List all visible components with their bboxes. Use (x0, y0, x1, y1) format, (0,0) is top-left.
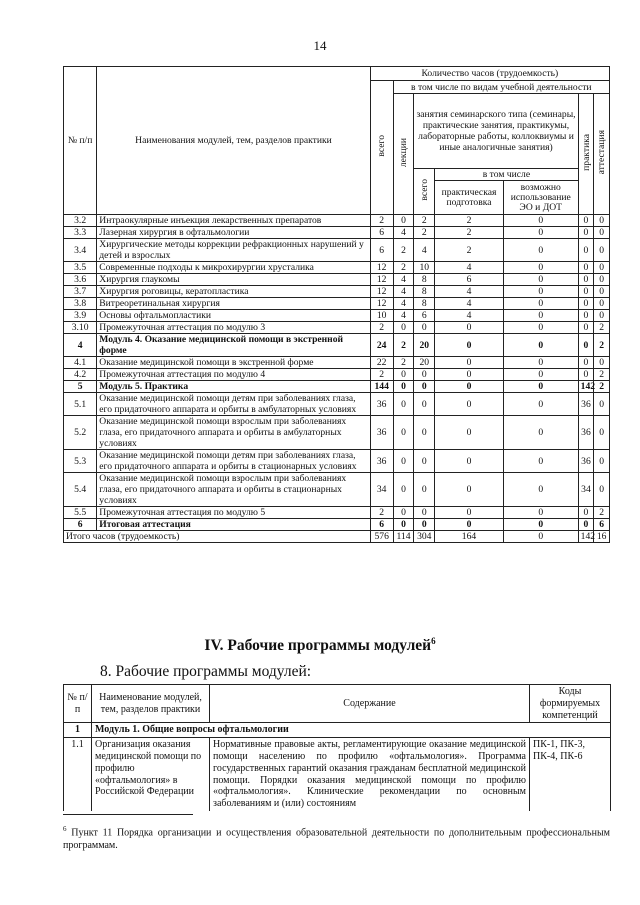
table-row (64, 215, 610, 227)
row-pr: 0 (578, 286, 594, 298)
mod-header-codes: Коды формируемых компетенций (530, 685, 611, 723)
row-att: 0 (594, 262, 610, 274)
row-att: 0 (594, 310, 610, 322)
header-practical-prep: практическая подготовка (435, 181, 504, 215)
row-prep: 2 (435, 227, 504, 239)
mod-header-content: Содержание (210, 685, 530, 723)
row-lec: 0 (393, 473, 414, 507)
row-att: 2 (594, 322, 610, 334)
row-num: 3.10 (64, 322, 97, 334)
row-pr: 0 (578, 369, 594, 381)
row-num: 5.4 (64, 473, 97, 507)
table-row (64, 357, 610, 369)
row-lec: 4 (393, 310, 414, 322)
row-name: Оказание медицинской помощи взрослым при заболеваниях глаза, его придаточного аппарата и орбиты в стационарных условиях (97, 473, 370, 507)
row-eo: 0 (503, 227, 578, 239)
row-pr: 0 (578, 227, 594, 239)
row-lec: 0 (393, 450, 414, 473)
row-sem: 4 (414, 239, 435, 262)
row-eo: 0 (503, 322, 578, 334)
row-num: 3.9 (64, 310, 97, 322)
row-lec: 4 (393, 298, 414, 310)
total-row (64, 531, 610, 543)
row-name: Промежуточная аттестация по модулю 3 (97, 322, 370, 334)
row-pr: 0 (578, 519, 594, 531)
row-num: 4.2 (64, 369, 97, 381)
row-pr: 0 (578, 298, 594, 310)
header-name: Наименования модулей, тем, разделов практики (97, 67, 370, 215)
total-pr: 142 (578, 531, 594, 543)
row-lec: 2 (393, 357, 414, 369)
row-num: 4.1 (64, 357, 97, 369)
footnote-ref: 6 (431, 636, 436, 646)
mod-header-name: Наименование модулей, тем, разделов практики (92, 685, 210, 723)
footnote (63, 823, 610, 852)
row-pr: 0 (578, 262, 594, 274)
row-eo: 0 (503, 286, 578, 298)
row-prep: 0 (435, 507, 504, 519)
row-prep: 4 (435, 298, 504, 310)
total-all: 576 (370, 531, 393, 543)
row-eo: 0 (503, 357, 578, 369)
row-att: 0 (594, 227, 610, 239)
row-total: 2 (370, 507, 393, 519)
row-name: Модуль 5. Практика (97, 381, 370, 393)
row-pr: 34 (578, 473, 594, 507)
row-prep: 4 (435, 310, 504, 322)
row-name: Оказание медицинской помощи взрослым при заболеваниях глаза, его придаточного аппарата и орбиты в амбулаторных условиях (97, 416, 370, 450)
row-num: 3.2 (64, 215, 97, 227)
row-sem: 6 (414, 310, 435, 322)
row-pr: 142 (578, 381, 594, 393)
row-lec: 0 (393, 381, 414, 393)
mod-header-num: № п/п (64, 685, 92, 723)
row-total: 36 (370, 416, 393, 450)
row-name: Промежуточная аттестация по модулю 4 (97, 369, 370, 381)
total-lec: 114 (393, 531, 414, 543)
table-row (64, 298, 610, 310)
row-name: Хирургия глаукомы (97, 274, 370, 286)
row-eo: 0 (503, 507, 578, 519)
row-att: 0 (594, 393, 610, 416)
header-num: № п/п (64, 67, 97, 215)
header-attestation: аттестация (594, 94, 610, 215)
row-att: 0 (594, 473, 610, 507)
row-num: 3.7 (64, 286, 97, 298)
row-pr: 36 (578, 393, 594, 416)
row-sem: 0 (414, 393, 435, 416)
header-incl-types: в том числе по видам учебной деятельности (393, 81, 609, 94)
row-content: Нормативные правовые акты, регламентирующие оказание медицинской помощи населению по профилю «офтальмология». Программа государственных гарантий оказания гражданам бесплатной медицинской помощи. Порядки оказания медицинской помощи по профилю «офтальмология». Клинические рекомендации по основным заболеваниям и (или) состояниям (210, 738, 530, 811)
row-name: Интраокулярные инъекция лекарственных препаратов (97, 215, 370, 227)
row-att: 0 (594, 357, 610, 369)
row-num: 5.3 (64, 450, 97, 473)
row-name: Оказание медицинской помощи детям при заболеваниях глаза, его придаточного аппарата и орбиты в амбулаторных условиях (97, 393, 370, 416)
row-num: 3.5 (64, 262, 97, 274)
module-num: 1 (64, 723, 92, 738)
row-prep: 0 (435, 473, 504, 507)
subsection-title: 8. Рабочие программы модулей: (100, 663, 312, 680)
row-att: 0 (594, 450, 610, 473)
header-total: всего (370, 81, 393, 215)
table-row (64, 507, 610, 519)
table-row (64, 334, 610, 357)
page-number: 14 (313, 38, 327, 53)
table-row (64, 262, 610, 274)
row-prep: 0 (435, 322, 504, 334)
total-prep: 164 (435, 531, 504, 543)
footnote-mark: 6 (63, 825, 67, 833)
row-eo: 0 (503, 416, 578, 450)
table-row (64, 286, 610, 298)
row-lec: 4 (393, 227, 414, 239)
row-name: Модуль 4. Оказание медицинской помощи в экстренной форме (97, 334, 370, 357)
row-sem: 20 (414, 357, 435, 369)
row-sem: 0 (414, 473, 435, 507)
row-total: 12 (370, 262, 393, 274)
row-sem: 0 (414, 369, 435, 381)
row-lec: 2 (393, 334, 414, 357)
module-title: Модуль 1. Общие вопросы офтальмологии (92, 723, 611, 738)
row-codes: ПК-1, ПК-3, ПК-4, ПК-6 (530, 738, 611, 811)
row-eo: 0 (503, 393, 578, 416)
row-name: Основы офтальмопластики (97, 310, 370, 322)
row-att: 0 (594, 286, 610, 298)
row-total: 34 (370, 473, 393, 507)
row-lec: 4 (393, 274, 414, 286)
header-eo-dot: возможно использование ЭО и ДОТ (503, 181, 578, 215)
row-sem: 0 (414, 381, 435, 393)
row-pr: 0 (578, 322, 594, 334)
row-att: 2 (594, 507, 610, 519)
table-row (64, 310, 610, 322)
row-sem: 10 (414, 262, 435, 274)
row-name: Организация оказания медицинской помощи по профилю «офтальмология» в Российской Федерации (92, 738, 210, 811)
header-practice: практика (578, 94, 594, 215)
row-num: 3.3 (64, 227, 97, 239)
row-pr: 0 (578, 274, 594, 286)
section-title: IV. Рабочие программы модулей$^6$ (204, 636, 436, 655)
row-att: 0 (594, 215, 610, 227)
row-pr: 0 (578, 215, 594, 227)
row-eo: 0 (503, 519, 578, 531)
row-total: 24 (370, 334, 393, 357)
row-num: 5.1 (64, 393, 97, 416)
row-total: 12 (370, 286, 393, 298)
row-sem: 8 (414, 298, 435, 310)
row-total: 2 (370, 215, 393, 227)
row-eo: 0 (503, 310, 578, 322)
row-num: 3.8 (64, 298, 97, 310)
total-eo: 0 (503, 531, 578, 543)
row-eo: 0 (503, 298, 578, 310)
table-row (64, 227, 610, 239)
row-name: Промежуточная аттестация по модулю 5 (97, 507, 370, 519)
table-row (64, 393, 610, 416)
row-prep: 0 (435, 450, 504, 473)
table-row (64, 450, 610, 473)
row-num: 6 (64, 519, 97, 531)
row-pr: 36 (578, 450, 594, 473)
row-prep: 6 (435, 274, 504, 286)
row-prep: 0 (435, 334, 504, 357)
row-total: 6 (370, 519, 393, 531)
row-eo: 0 (503, 215, 578, 227)
table-row (64, 369, 610, 381)
row-prep: 0 (435, 519, 504, 531)
row-lec: 0 (393, 416, 414, 450)
row-att: 0 (594, 274, 610, 286)
row-lec: 0 (393, 507, 414, 519)
row-num: 5 (64, 381, 97, 393)
table-row (64, 274, 610, 286)
header-incl: в том числе (435, 169, 578, 181)
header-hours: Количество часов (трудоемкость) (370, 67, 609, 81)
row-sem: 2 (414, 215, 435, 227)
row-att: 6 (594, 519, 610, 531)
row-total: 36 (370, 393, 393, 416)
row-sem: 20 (414, 334, 435, 357)
footnote-divider (63, 814, 193, 815)
row-total: 2 (370, 322, 393, 334)
row-eo: 0 (503, 239, 578, 262)
row-num: 4 (64, 334, 97, 357)
row-sem: 0 (414, 519, 435, 531)
row-prep: 2 (435, 215, 504, 227)
row-name: Итоговая аттестация (97, 519, 370, 531)
header-seminar-total: всего (414, 169, 435, 215)
row-att: 0 (594, 298, 610, 310)
row-eo: 0 (503, 369, 578, 381)
table-row (64, 473, 610, 507)
row-name: Оказание медицинской помощи в экстренной форме (97, 357, 370, 369)
row-num: 3.4 (64, 239, 97, 262)
row-sem: 2 (414, 227, 435, 239)
row-att: 2 (594, 381, 610, 393)
row-sem: 0 (414, 450, 435, 473)
row-prep: 0 (435, 393, 504, 416)
row-prep: 0 (435, 369, 504, 381)
total-label: Итого часов (трудоемкость) (64, 531, 371, 543)
row-num: 5.5 (64, 507, 97, 519)
row-prep: 0 (435, 381, 504, 393)
row-sem: 8 (414, 274, 435, 286)
header-seminars: занятия семинарского типа (семинары, практические занятия, практикумы, лабораторные работы, коллоквиумы и иные аналогичные занятия) (414, 94, 578, 169)
row-lec: 2 (393, 262, 414, 274)
row-prep: 4 (435, 286, 504, 298)
table-row (64, 239, 610, 262)
row-sem: 0 (414, 416, 435, 450)
row-total: 36 (370, 450, 393, 473)
row-pr: 0 (578, 357, 594, 369)
row-eo: 0 (503, 473, 578, 507)
row-att: 2 (594, 334, 610, 357)
row-pr: 0 (578, 310, 594, 322)
row-prep: 2 (435, 239, 504, 262)
row-eo: 0 (503, 262, 578, 274)
row-name: Витреоретинальная хирургия (97, 298, 370, 310)
row-total: 12 (370, 298, 393, 310)
row-total: 22 (370, 357, 393, 369)
row-lec: 0 (393, 519, 414, 531)
table-row (64, 416, 610, 450)
row-sem: 0 (414, 322, 435, 334)
table-row (64, 322, 610, 334)
row-lec: 0 (393, 393, 414, 416)
row-total: 12 (370, 274, 393, 286)
row-prep: 0 (435, 357, 504, 369)
row-name: Хирургия роговицы, кератопластика (97, 286, 370, 298)
row-num: 3.6 (64, 274, 97, 286)
row-eo: 0 (503, 274, 578, 286)
row-total: 2 (370, 369, 393, 381)
row-eo: 0 (503, 450, 578, 473)
row-att: 2 (594, 369, 610, 381)
header-lectures: лекции (393, 94, 414, 215)
row-lec: 2 (393, 239, 414, 262)
row-num: 1.1 (64, 738, 92, 811)
hours-table (63, 66, 610, 543)
row-att: 0 (594, 239, 610, 262)
row-total: 10 (370, 310, 393, 322)
row-prep: 4 (435, 262, 504, 274)
footnote-text: Пункт 11 Порядка организации и осуществления образовательной деятельности по дополнительным профессиональным программам. (63, 827, 610, 852)
row-name: Оказание медицинской помощи детям при заболеваниях глаза, его придаточного аппарата и орбиты в стационарных условиях (97, 450, 370, 473)
row-pr: 0 (578, 334, 594, 357)
row-pr: 0 (578, 507, 594, 519)
row-name: Современные подходы к микрохирургии хрусталика (97, 262, 370, 274)
row-att: 0 (594, 416, 610, 450)
row-prep: 0 (435, 416, 504, 450)
row-total: 144 (370, 381, 393, 393)
row-pr: 36 (578, 416, 594, 450)
row-sem: 8 (414, 286, 435, 298)
total-att: 16 (594, 531, 610, 543)
row-pr: 0 (578, 239, 594, 262)
row-eo: 0 (503, 334, 578, 357)
table-row (64, 519, 610, 531)
row-lec: 0 (393, 215, 414, 227)
row-sem: 0 (414, 507, 435, 519)
row-total: 6 (370, 239, 393, 262)
row-total: 6 (370, 227, 393, 239)
row-name: Хирургические методы коррекции рефракционных нарушений у детей и взрослых (97, 239, 370, 262)
modules-table (63, 684, 611, 811)
total-sem: 304 (414, 531, 435, 543)
row-eo: 0 (503, 381, 578, 393)
table-row (64, 381, 610, 393)
row-lec: 0 (393, 322, 414, 334)
row-num: 5.2 (64, 416, 97, 450)
row-lec: 0 (393, 369, 414, 381)
row-lec: 4 (393, 286, 414, 298)
row-name: Лазерная хирургия в офтальмологии (97, 227, 370, 239)
